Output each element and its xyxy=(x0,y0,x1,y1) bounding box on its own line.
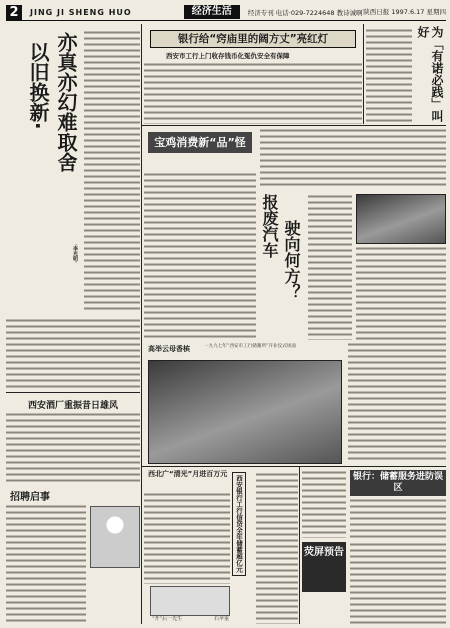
bank-services-body xyxy=(350,498,446,538)
story-headline: 银行给“窍庙里的阔方丈”亮红灯 xyxy=(150,30,356,48)
row-rule xyxy=(142,466,446,467)
notice-body xyxy=(6,504,86,624)
paper-name: JING JI SHENG HUO xyxy=(30,7,132,17)
story-body xyxy=(144,62,362,124)
top-center-story xyxy=(144,24,362,124)
section-name: 经济生活 xyxy=(184,5,240,19)
mid-title: 宝鸡消费新“品”怪 xyxy=(148,132,252,153)
col-rule xyxy=(141,24,142,624)
car-photo xyxy=(356,194,446,244)
bank-box-title: 西安银行工行信贷全年储蓄超亿元 xyxy=(232,472,246,576)
row-rule xyxy=(142,125,446,126)
bottom-right xyxy=(302,468,446,624)
photo-caption-head: 高举云母香槟 xyxy=(148,345,190,353)
photo-caption-body: 一九九七年“西安市工行储蓄所”开业仪式场面 xyxy=(204,344,296,349)
bank-services-title: 银行：储蓄服务进防误区 xyxy=(350,470,446,496)
tv-listings xyxy=(350,542,446,624)
left-feature xyxy=(6,24,140,314)
feature-byline: ·李光明· xyxy=(72,244,78,263)
issue-date: 陕西日报 1997.6.17 星期四 xyxy=(363,7,446,16)
tv-preview-title: 荧屏预告 xyxy=(302,542,346,592)
cartoon-signature: 石苹重 xyxy=(214,616,230,622)
cartoon-image xyxy=(150,586,230,616)
page-number: 2 xyxy=(6,5,22,20)
scrap-body xyxy=(308,194,352,340)
left-bottom-text xyxy=(302,470,346,538)
photo-feature xyxy=(144,342,344,464)
right-top-title: 为「有诺必践」叫好 xyxy=(416,26,444,122)
mid-body xyxy=(144,172,256,338)
bottom-left-body xyxy=(6,412,140,482)
scrap-title-a: 报废汽车 xyxy=(260,194,279,258)
feature-title-sub: 以旧换新· xyxy=(26,42,50,130)
right-top-body xyxy=(366,28,412,124)
row-rule xyxy=(6,392,140,393)
masthead xyxy=(6,4,446,21)
right-top-story xyxy=(366,24,446,124)
cartoon-caption: “开”后一先生 xyxy=(152,616,183,622)
bank-box-body xyxy=(256,472,298,624)
notice-title: 招聘启事 xyxy=(10,492,50,503)
left-lower-text xyxy=(6,318,140,390)
bottom-left xyxy=(6,394,140,624)
right-mid-text xyxy=(348,342,446,462)
feature-body-text xyxy=(84,30,140,310)
cartoon-figure xyxy=(90,506,140,568)
feature-title-main: 亦真亦幻难取舍 xyxy=(54,32,78,172)
col-rule xyxy=(363,24,364,124)
main-photo xyxy=(148,360,342,464)
col-rule xyxy=(299,466,300,624)
scrap-body-2 xyxy=(356,246,446,340)
bottom-middle xyxy=(144,468,298,624)
mid-center-story xyxy=(144,128,256,338)
col-body xyxy=(144,492,230,584)
col-title: 西北广“清光”月进百万元 xyxy=(148,470,228,478)
mid-right-top-text xyxy=(260,128,446,188)
hotline: 经济专刊 电话·029-7224648 教诗诚啊 xyxy=(247,8,363,17)
story-subhead: 西安市工行上门收存钱币化冤仇安全有保障 xyxy=(166,52,290,60)
bottom-left-headline: 西安酒厂重振昔日雄风 xyxy=(27,401,118,411)
scrap-title-b: 驶向何方？ xyxy=(282,220,301,300)
scrap-car-story xyxy=(260,190,446,340)
